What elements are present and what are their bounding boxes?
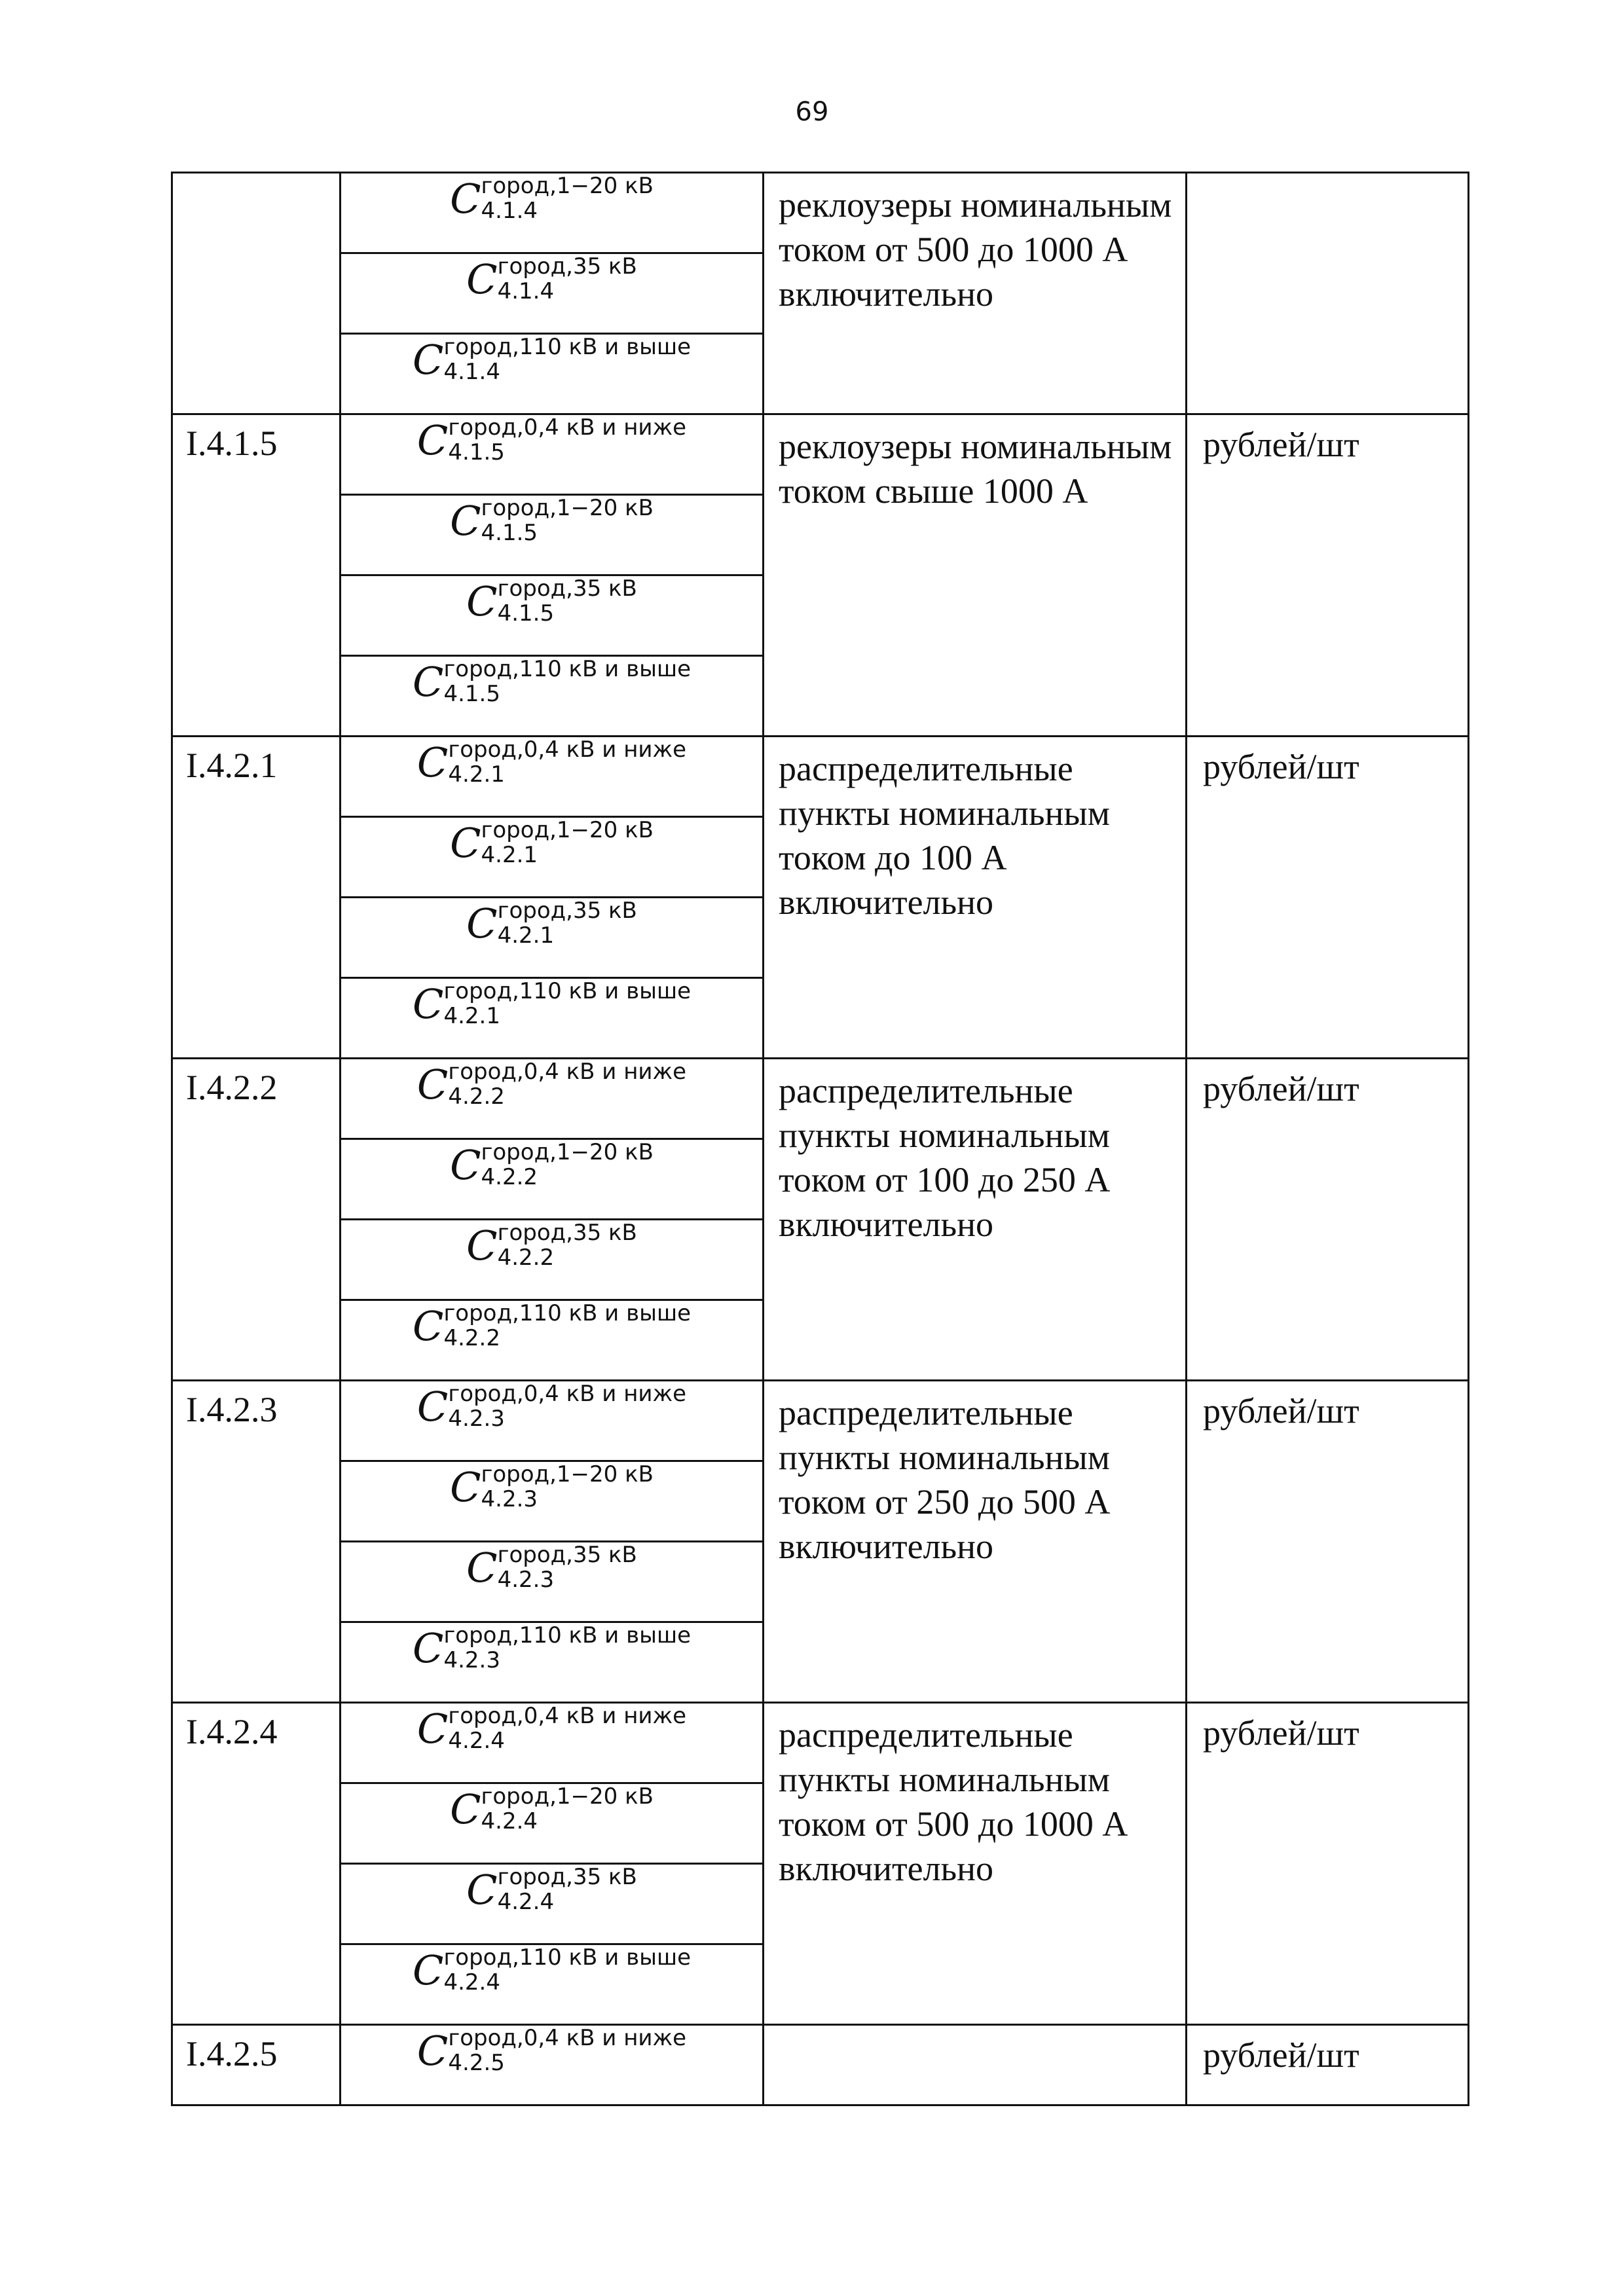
symbol-letter: C — [466, 1866, 498, 1914]
symbol-superscript: город,35 кВ — [497, 1864, 637, 1890]
symbol-subscript: 4.2.2 — [443, 1325, 500, 1351]
table-row — [172, 1703, 1469, 1783]
symbol-letter: C — [412, 1624, 444, 1672]
row-description: реклоузеры номинальным током от 500 до 1000 А включительно — [764, 173, 1187, 414]
table-row — [172, 1059, 1469, 1139]
table-row — [172, 173, 1469, 253]
symbol-superscript: город,110 кВ и выше — [443, 656, 691, 682]
cost-symbol — [412, 656, 691, 707]
symbol-subscript: 4.2.4 — [497, 1889, 555, 1915]
symbol-cell — [341, 1461, 764, 1542]
table-row — [172, 737, 1469, 817]
symbol-letter: C — [416, 1383, 449, 1430]
symbol-cell — [341, 575, 764, 656]
symbol-cell — [341, 1381, 764, 1461]
cost-symbol — [450, 495, 654, 546]
row-unit: рублей/шт — [1187, 1703, 1469, 2025]
symbol-cell — [341, 1864, 764, 1944]
row-description: распределительные пункты номинальным током от 100 до 250 А включительно — [764, 1059, 1187, 1381]
page-number: 69 — [795, 97, 829, 127]
symbol-cell — [341, 334, 764, 414]
row-code: I.4.1.5 — [172, 414, 341, 737]
symbol-subscript: 4.2.3 — [497, 1567, 555, 1593]
row-code: I.4.2.4 — [172, 1703, 341, 2025]
symbol-subscript: 4.2.4 — [443, 1969, 500, 1995]
symbol-superscript: город,1−20 кВ — [481, 495, 654, 521]
cost-symbol — [466, 1220, 637, 1271]
symbol-letter: C — [416, 416, 449, 464]
cost-symbol — [466, 898, 637, 949]
symbol-cell — [341, 1703, 764, 1783]
symbol-subscript: 4.2.1 — [481, 842, 538, 868]
cost-symbol — [450, 173, 654, 224]
row-description: распределительные пункты номинальным током до 100 А включительно — [764, 737, 1187, 1059]
symbol-cell — [341, 1139, 764, 1220]
symbol-letter: C — [450, 1141, 481, 1189]
cost-symbol — [416, 2025, 687, 2076]
symbol-subscript: 4.2.1 — [448, 761, 505, 788]
row-description: реклоузеры номинальным током свыше 1000 А — [764, 414, 1187, 737]
symbol-superscript: город,1−20 кВ — [481, 173, 654, 199]
symbol-superscript: город,35 кВ — [497, 1542, 637, 1568]
symbol-cell — [341, 737, 764, 817]
symbol-letter: C — [412, 658, 444, 706]
symbol-letter: C — [412, 336, 444, 384]
symbol-superscript: город,1−20 кВ — [481, 1783, 654, 1810]
cost-symbol — [450, 1139, 654, 1190]
symbol-cell — [341, 495, 764, 575]
cost-symbol — [466, 1542, 637, 1593]
symbol-subscript: 4.1.5 — [443, 681, 500, 707]
symbol-cell — [341, 817, 764, 898]
cost-symbol — [450, 1783, 654, 1834]
symbol-cell — [341, 1783, 764, 1864]
symbol-subscript: 4.2.3 — [481, 1486, 538, 1512]
symbol-subscript: 4.1.4 — [497, 278, 555, 304]
table-row — [172, 414, 1469, 495]
symbol-subscript: 4.2.2 — [481, 1164, 538, 1190]
row-code: I.4.2.2 — [172, 1059, 341, 1381]
symbol-letter: C — [466, 1544, 498, 1592]
symbol-subscript: 4.1.5 — [497, 600, 555, 627]
symbol-letter: C — [466, 577, 498, 625]
symbol-subscript: 4.2.3 — [443, 1647, 500, 1673]
symbol-cell — [341, 1622, 764, 1703]
symbol-letter: C — [416, 2027, 449, 2075]
symbol-letter: C — [416, 1061, 449, 1108]
symbol-cell — [341, 2025, 764, 2105]
symbol-subscript: 4.1.4 — [481, 198, 538, 224]
symbol-cell — [341, 173, 764, 253]
row-unit: рублей/шт — [1187, 2025, 1469, 2105]
symbol-subscript: 4.1.5 — [481, 520, 538, 546]
cost-symbol — [416, 1703, 687, 1754]
row-code — [172, 173, 341, 414]
cost-symbol — [450, 817, 654, 868]
symbol-subscript: 4.2.1 — [497, 922, 555, 949]
row-unit — [1187, 173, 1469, 414]
row-unit: рублей/шт — [1187, 1059, 1469, 1381]
row-unit: рублей/шт — [1187, 414, 1469, 737]
symbol-superscript: город,0,4 кВ и ниже — [448, 1059, 687, 1085]
symbol-superscript: город,1−20 кВ — [481, 1139, 654, 1165]
symbol-superscript: город,1−20 кВ — [481, 817, 654, 843]
symbol-superscript: город,110 кВ и выше — [443, 1944, 691, 1971]
row-unit: рублей/шт — [1187, 737, 1469, 1059]
symbol-subscript: 4.1.5 — [448, 439, 505, 465]
symbol-subscript: 4.2.5 — [448, 2050, 505, 2076]
symbol-letter: C — [416, 1705, 449, 1753]
symbol-cell — [341, 1542, 764, 1622]
cost-symbol — [466, 253, 637, 304]
symbol-superscript: город,0,4 кВ и ниже — [448, 2025, 687, 2051]
symbol-subscript: 4.2.4 — [481, 1808, 538, 1834]
symbol-superscript: город,35 кВ — [497, 575, 637, 602]
row-code: I.4.2.1 — [172, 737, 341, 1059]
symbol-superscript: город,1−20 кВ — [481, 1461, 654, 1487]
cost-symbol — [466, 1864, 637, 1915]
symbol-cell — [341, 414, 764, 495]
symbol-cell — [341, 898, 764, 978]
row-description: распределительные пункты номинальным током от 500 до 1000 А включительно — [764, 1703, 1187, 2025]
symbol-subscript: 4.2.3 — [448, 1406, 505, 1432]
symbol-cell — [341, 253, 764, 334]
symbol-subscript: 4.2.2 — [497, 1245, 555, 1271]
symbol-superscript: город,110 кВ и выше — [443, 1622, 691, 1649]
symbol-letter: C — [466, 255, 498, 303]
symbol-superscript: город,110 кВ и выше — [443, 978, 691, 1004]
row-description: распределительные пункты номинальным током от 250 до 500 А включительно — [764, 1381, 1187, 1703]
symbol-cell — [341, 1944, 764, 2025]
symbol-letter: C — [450, 1463, 481, 1511]
symbol-superscript: город,35 кВ — [497, 1220, 637, 1246]
symbol-cell — [341, 1059, 764, 1139]
row-description — [764, 2025, 1187, 2105]
symbol-superscript: город,110 кВ и выше — [443, 1300, 691, 1326]
symbol-subscript: 4.1.4 — [443, 359, 500, 385]
tariff-table — [171, 172, 1469, 2106]
symbol-letter: C — [450, 175, 481, 223]
symbol-superscript: город,0,4 кВ и ниже — [448, 1381, 687, 1407]
cost-symbol — [412, 334, 691, 385]
tariff-table-body — [172, 173, 1469, 2105]
symbol-letter: C — [450, 1785, 481, 1833]
cost-symbol — [450, 1461, 654, 1512]
symbol-letter: C — [412, 1946, 444, 1994]
symbol-superscript: город,0,4 кВ и ниже — [448, 737, 687, 763]
symbol-letter: C — [450, 819, 481, 867]
symbol-cell — [341, 978, 764, 1059]
symbol-letter: C — [466, 900, 498, 947]
symbol-superscript: город,35 кВ — [497, 253, 637, 280]
symbol-letter: C — [466, 1222, 498, 1269]
symbol-letter: C — [416, 738, 449, 786]
cost-symbol — [412, 1622, 691, 1673]
cost-symbol — [416, 414, 687, 465]
row-code: I.4.2.5 — [172, 2025, 341, 2105]
cost-symbol — [466, 575, 637, 627]
row-code: I.4.2.3 — [172, 1381, 341, 1703]
table-row — [172, 2025, 1469, 2105]
symbol-cell — [341, 1300, 764, 1381]
symbol-superscript: город,110 кВ и выше — [443, 334, 691, 360]
cost-symbol — [416, 1059, 687, 1110]
symbol-subscript: 4.2.2 — [448, 1084, 505, 1110]
symbol-letter: C — [450, 497, 481, 545]
cost-symbol — [412, 1300, 691, 1351]
symbol-cell — [341, 656, 764, 737]
cost-symbol — [412, 1944, 691, 1995]
symbol-subscript: 4.2.1 — [443, 1003, 500, 1029]
cost-symbol — [412, 978, 691, 1029]
symbol-superscript: город,0,4 кВ и ниже — [448, 1703, 687, 1729]
symbol-cell — [341, 1220, 764, 1300]
symbol-superscript: город,35 кВ — [497, 898, 637, 924]
symbol-letter: C — [412, 980, 444, 1028]
symbol-superscript: город,0,4 кВ и ниже — [448, 414, 687, 441]
symbol-letter: C — [412, 1302, 444, 1350]
table-row — [172, 1381, 1469, 1461]
cost-symbol — [416, 1381, 687, 1432]
symbol-subscript: 4.2.4 — [448, 1728, 505, 1754]
cost-symbol — [416, 737, 687, 788]
row-unit: рублей/шт — [1187, 1381, 1469, 1703]
